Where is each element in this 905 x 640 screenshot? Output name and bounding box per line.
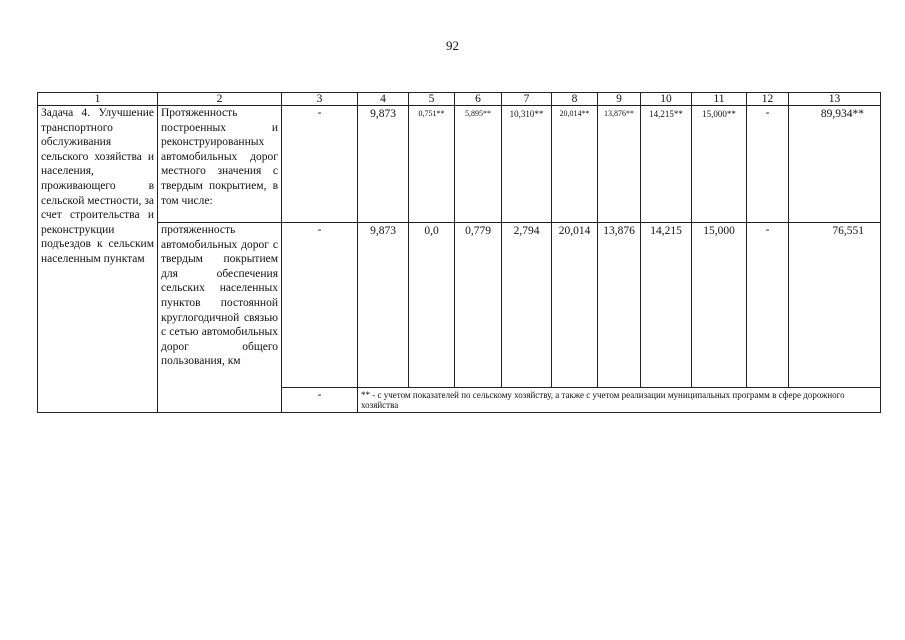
value-cell: 13,876** [598, 106, 641, 223]
value-cell: 0,751** [409, 106, 455, 223]
header-cell: 6 [455, 93, 502, 106]
value-cell: 89,934** [789, 106, 881, 223]
value-cell: - [282, 388, 358, 413]
task-cell: Задача 4. Улучшение транспортного обслуживания сельского хозяйства и населения, проживающего в сельской местности, за счет строительства и реконструкции подъездов к сельским населенным пунктам [38, 106, 158, 413]
data-table [37, 92, 881, 413]
header-cell: 11 [692, 93, 747, 106]
header-cell: 4 [358, 93, 409, 106]
value-cell: 15,000** [692, 106, 747, 223]
value-cell: 20,014 [552, 223, 598, 388]
value-cell: 9,873 [358, 223, 409, 388]
value-cell: 76,551 [789, 223, 881, 388]
value-cell: 10,310** [502, 106, 552, 223]
value-cell: - [282, 106, 358, 223]
header-cell: 13 [789, 93, 881, 106]
value-cell: 14,215** [641, 106, 692, 223]
value-cell: 14,215 [641, 223, 692, 388]
value-cell: 2,794 [502, 223, 552, 388]
value-cell: - [747, 106, 789, 223]
page-number: 92 [446, 38, 459, 53]
value-cell: 13,876 [598, 223, 641, 388]
header-cell: 8 [552, 93, 598, 106]
value-cell: - [282, 223, 358, 388]
header-cell: 2 [158, 93, 282, 106]
value-cell: - [747, 223, 789, 388]
indicator-cell: протяженность автомобильных дорог с твердым покрытием для обеспечения сельских населенных пунктов постоянной круглогодичной связью с сетью автомобильных дорог общего пользования, км [158, 223, 282, 413]
header-cell: 3 [282, 93, 358, 106]
header-cell: 5 [409, 93, 455, 106]
value-cell: 20,014** [552, 106, 598, 223]
table-row [38, 106, 881, 223]
header-cell: 12 [747, 93, 789, 106]
footnote-cell: ** - с учетом показателей по сельскому хозяйству, а также с учетом реализации муниципальных программ в сфере дорожного хозяйства [358, 388, 881, 413]
table-row [38, 223, 881, 388]
header-cell: 1 [38, 93, 158, 106]
header-cell: 10 [641, 93, 692, 106]
value-cell: 9,873 [358, 106, 409, 223]
value-cell: 0,779 [455, 223, 502, 388]
header-cell: 7 [502, 93, 552, 106]
header-cell: 9 [598, 93, 641, 106]
value-cell: 15,000 [692, 223, 747, 388]
value-cell: 0,0 [409, 223, 455, 388]
indicator-cell: Протяженность построенных и реконструированных автомобильных дорог местного значения с твердым покрытием, в том числе: [158, 106, 282, 223]
value-cell: 5,895** [455, 106, 502, 223]
header-row [38, 93, 881, 106]
